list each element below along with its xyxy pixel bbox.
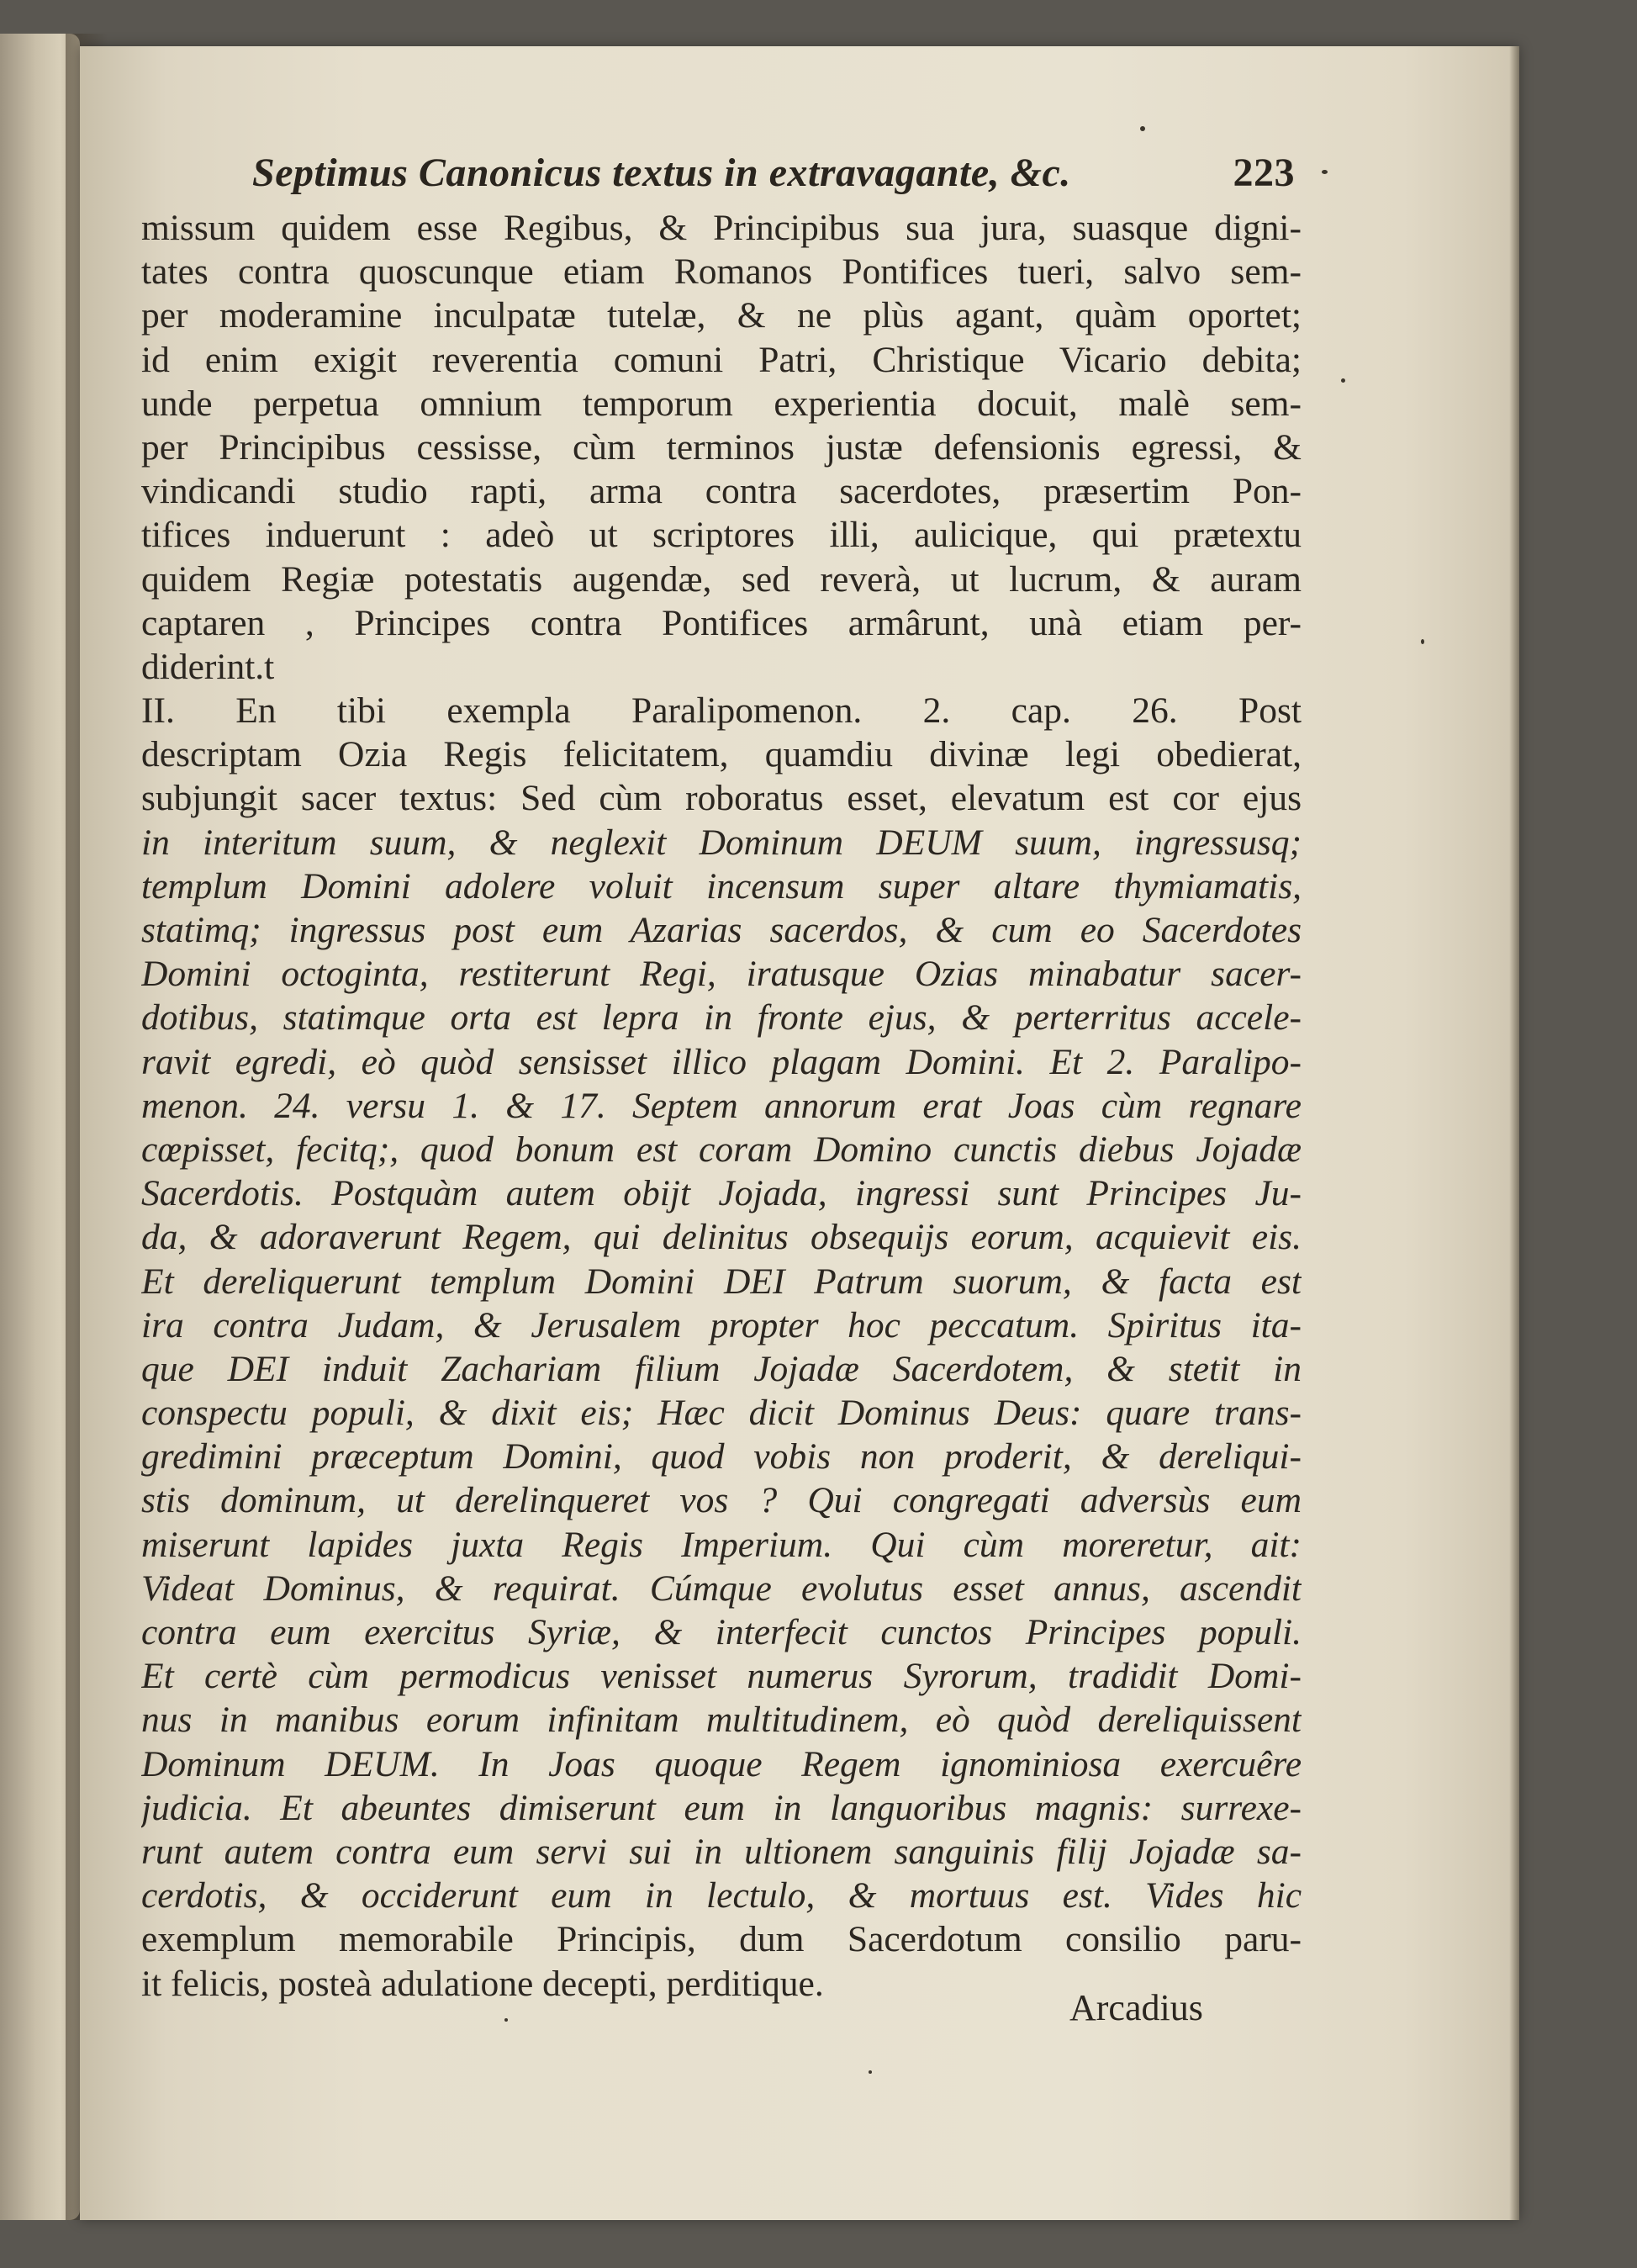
text-line: II. En tibi exempla Paralipomenon. 2. cap. 26. Post <box>141 690 1302 732</box>
ink-speck <box>1421 639 1424 644</box>
text-line: que DEI induit Zachariam filium Jojadæ Sacerdotem, & stetit in <box>141 1348 1302 1389</box>
text-line: tates contra quoscunque etiam Romanos Pontifices tueri, salvo sem- <box>141 251 1302 293</box>
text-line: menon. 24. versu 1. & 17. Septem annorum erat Joas cùm regnare <box>141 1085 1302 1126</box>
text-line: quidem Regiæ potestatis augendæ, sed reverà, ut lucrum, & auram <box>141 558 1302 600</box>
text-line: da, & adoraverunt Regem, qui delinitus obsequijs eorum, acquievit eis. <box>141 1217 1302 1258</box>
text-line: Et certè cùm permodicus venisset numerus Syrorum, tradidit Domi- <box>141 1656 1302 1697</box>
text-line: Dominum DEUM. In Joas quoque Regem ignominiosa exercuêre <box>141 1743 1302 1784</box>
text-line: subjungit sacer textus: Sed cùm roboratus esset, elevatum est cor ejus <box>141 778 1302 819</box>
text-line: ravit egredi, eò quòd sensisset illico plagam Domini. Et 2. Paralipo- <box>141 1041 1302 1082</box>
running-title: Septimus Canonicus textus in extravagante, &c. <box>252 151 1071 195</box>
text-line: id enim exigit reverentia comuni Patri, Christique Vicario debita; <box>141 339 1302 380</box>
text-line: templum Domini adolere voluit incensum super altare thymiamatis, <box>141 865 1302 907</box>
ink-speck <box>1322 170 1328 174</box>
text-line: nus in manibus eorum infinitam multitudinem, eò quòd dereliquissent <box>141 1700 1302 1741</box>
text-line: captaren , Principes contra Pontifices armârunt, unà etiam per- <box>141 602 1302 643</box>
text-line: Videat Dominus, & requirat. Cúmque evolutus esset annus, ascendit <box>141 1568 1302 1609</box>
text-line: exemplum memorabile Principis, dum Sacerdotum consilio paru- <box>141 1919 1302 1960</box>
text-line: conspectu populi, & dixit eis; Hæc dicit Dominus Deus: quare trans- <box>141 1393 1302 1434</box>
text-line: in interitum suum, & neglexit Dominum DEUM suum, ingressusq; <box>141 822 1302 863</box>
text-line: cœpisset, fecitq;, quod bonum est coram Domino cunctis diebus Jojadæ <box>141 1129 1302 1170</box>
text-line: contra eum exercitus Syriæ, & interfecit cunctos Principes populi. <box>141 1612 1302 1652</box>
text-line: per Principibus cessisse, cùm terminos justæ defensionis egressi, & <box>141 426 1302 468</box>
ink-speck <box>1140 126 1145 131</box>
text-line: vindicandi studio rapti, arma contra sacerdotes, præsertim Pon- <box>141 471 1302 512</box>
text-line: descriptam Ozia Regis felicitatem, quamdiu divinæ legi obedierat, <box>141 734 1302 775</box>
body-text <box>141 206 1302 2006</box>
text-line: Et dereliquerunt templum Domini DEI Patrum suorum, & facta est <box>141 1261 1302 1302</box>
text-line: ira contra Judam, & Jerusalem propter hoc peccatum. Spiritus ita- <box>141 1304 1302 1345</box>
text-line: stis dominum, ut derelinqueret vos ? Qui congregati adversùs eum <box>141 1480 1302 1521</box>
text-line: per moderamine inculpatæ tutelæ, & ne plùs agant, quàm oportet; <box>141 295 1302 336</box>
text-line: dotibus, statimque orta est lepra in fronte ejus, & perterritus accele- <box>141 997 1302 1039</box>
text-line: Sacerdotis. Postquàm autem obijt Jojada, ingressi sunt Principes Ju- <box>141 1173 1302 1214</box>
text-line: Domini octoginta, restiterunt Regi, iratusque Ozias minabatur sacer- <box>141 954 1302 995</box>
text-line: it felicis, posteà adulatione decepti, perditique. <box>141 1963 824 2004</box>
ink-speck <box>869 2070 872 2074</box>
text-line: runt autem contra eum servi sui in ultionem sanguinis filij Jojadæ sa- <box>141 1831 1302 1872</box>
page-number: 223 <box>1233 151 1295 195</box>
text-line: miserunt lapides juxta Regis Imperium. Qui cùm moreretur, ait: <box>141 1524 1302 1565</box>
text-line: diderint.t <box>141 646 275 687</box>
text-line: gredimini præceptum Domini, quod vobis non proderit, & dereliqui- <box>141 1436 1302 1478</box>
text-line: unde perpetua omnium temporum experientia docuit, malè sem- <box>141 383 1302 424</box>
ink-speck <box>1341 378 1345 383</box>
text-line: cerdotis, & occiderunt eum in lectulo, & mortuus est. Vides hic <box>141 1875 1302 1916</box>
text-line: judicia. Et abeuntes dimiserunt eum in languoribus magnis: surrexe- <box>141 1787 1302 1828</box>
text-line: statimq; ingressus post eum Azarias sacerdos, & cum eo Sacerdotes <box>141 910 1302 950</box>
catchword: Arcadius <box>1069 1987 1203 2028</box>
text-line: missum quidem esse Regibus, & Principibus sua jura, suasque digni- <box>141 208 1302 248</box>
ink-speck <box>504 2018 508 2022</box>
text-line: tifices induerunt : adeò ut scriptores illi, aulicique, qui prætextu <box>141 515 1302 556</box>
